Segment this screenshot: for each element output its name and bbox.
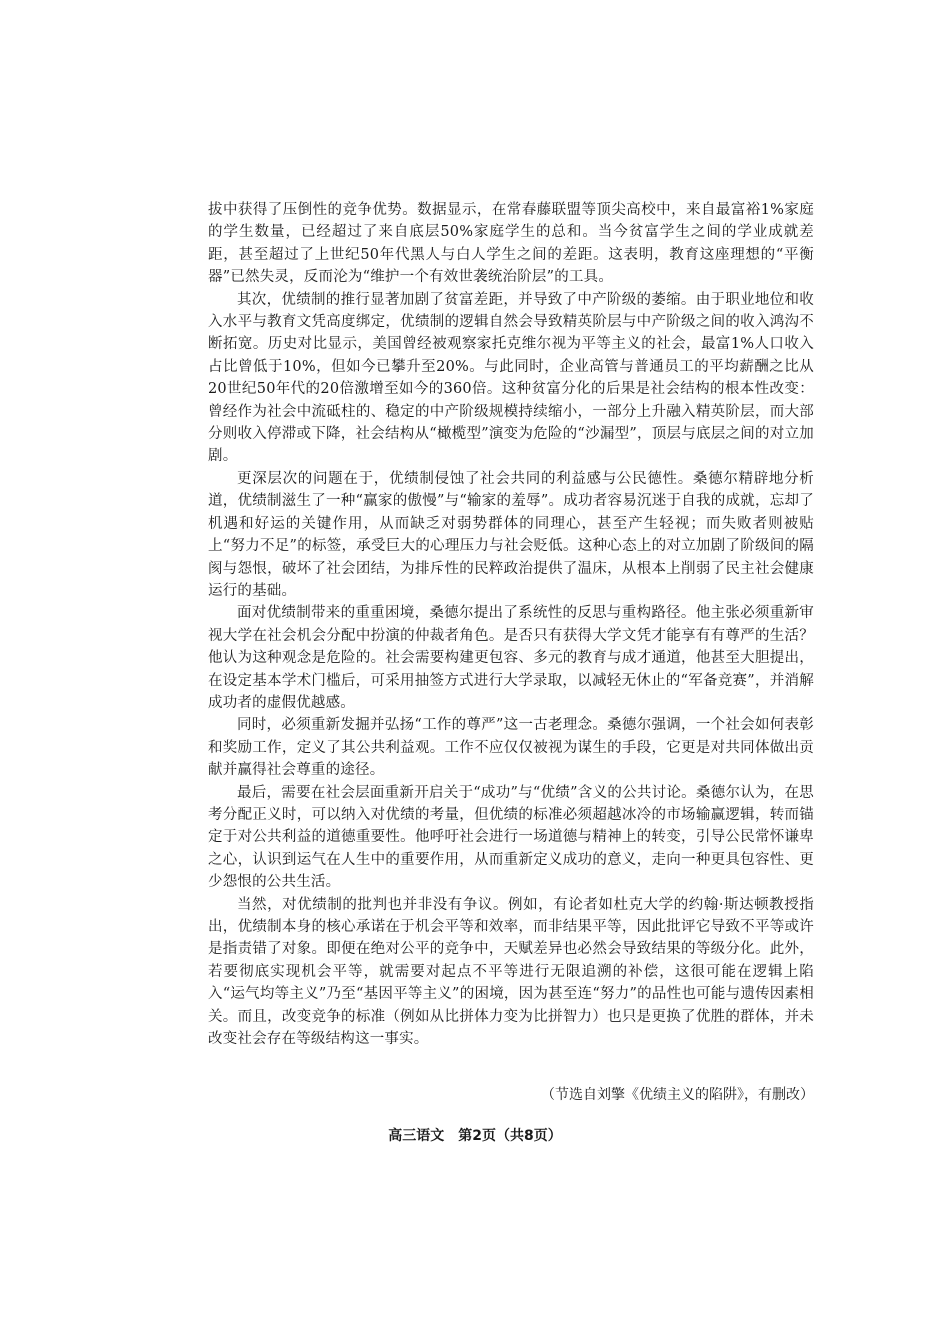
paragraph-1: 拔中获得了压倒性的竞争优势。数据显示，在常春藤联盟等顶尖高校中，来自最富裕1%家庭的学生数量，已经超过了来自底层50%家庭学生的总和。当今贫富学生之间的学业成就差距，甚至超过了上世纪50年代黑人与白人学生之间的差距。这表明，教育这座理想的“平衡器”已然失灵，反而沦为“维护一个有效世袭统治阶层”的工具。	[208, 202, 814, 286]
paragraph-6: 最后，需要在社会层面重新开启关于“成功”与“优绩”含义的公共讨论。桑德尔认为，在思考分配正义时，可以纳入对优绩的考量，但优绩的标准必须超越冰冷的市场输赢逻辑，转而锚定于对公共利益的道德重要性。他呼吁社会进行一场道德与精神上的转变，引导公民常怀谦卑之心，认识到运气在人生中的重要作用，从而重新定义成功的意义，走向一种更具包容性、更少怨恨的公共生活。	[208, 784, 814, 891]
paragraph-7: 当然，对优绩制的批判也并非没有争议。例如，有论者如杜克大学的约翰·斯达顿教授指出，优绩制本身的核心承诺在于机会平等和效率，而非结果平等，因此批评它导致不平等或许是指责错了对象。即便在绝对公平的竞争中，天赋差异也必然会导致结果的等级分化。此外，若要彻底实现机会平等，就需要对起点不平等进行无限追溯的补偿，这很可能在逻辑上陷入“运气均等主义”乃至“基因平等主义”的困境，因为甚至连“努力”的品性也可能与遗传因素相关。而且，改变竞争的标准（例如从比拼体力变为比拼智力）也只是更换了优胜的群体，并未改变社会存在等级结构这一事实。	[208, 896, 814, 1048]
source-citation: （节选自刘擎《优绩主义的陷阱》，有删改）	[541, 1087, 814, 1103]
article-body	[208, 199, 814, 1050]
paragraph-5: 同时，必须重新发掘并弘扬“工作的尊严”这一古老理念。桑德尔强调，一个社会如何表彰和奖励工作，定义了其公共利益观。工作不应仅仅被视为谋生的手段，它更是对共同体做出贡献并赢得社会尊重的途径。	[208, 717, 814, 779]
page-footer: 高三语文 第2页（共8页）	[388, 1128, 562, 1144]
paragraph-2: 其次，优绩制的推行显著加剧了贫富差距，并导致了中产阶级的萎缩。由于职业地位和收入水平与教育文凭高度绑定，优绩制的逻辑自然会导致精英阶层与中产阶级之间的收入鸿沟不断拓宽。历史对比显示，美国曾经被观察家托克维尔视为平等主义的社会，最富1%人口收入占比曾低于10%，但如今已攀升至20%。与此同时，企业高管与普通员工的平均薪酬之比从20世纪50年代的20倍激增至如今的360倍。这种贫富分化的后果是社会结构的根本性改变：曾经作为社会中流砥柱的、稳定的中产阶级规模持续缩小，一部分上升融入精英阶层，而大部分则收入停滞或下降，社会结构从“橄榄型”演变为危险的“沙漏型”，顶层与底层之间的对立加剧。	[208, 291, 814, 465]
paragraph-4: 面对优绩制带来的重重困境，桑德尔提出了系统性的反思与重构路径。他主张必须重新审视大学在社会机会分配中扮演的仲裁者角色。是否只有获得大学文凭才能享有有尊严的生活？他认为这种观念是危险的。社会需要构建更包容、多元的教育与成才通道，他甚至大胆提出，在设定基本学术门槛后，可采用抽签方式进行大学录取，以减轻无休止的“军备竞赛”，并消解成功者的虚假优越感。	[208, 605, 814, 711]
paragraph-3: 更深层次的问题在于，优绩制侵蚀了社会共同的利益感与公民德性。桑德尔精辟地分析道，优绩制滋生了一种“赢家的傲慢”与“输家的羞辱”。成功者容易沉迷于自我的成就，忘却了机遇和好运的关键作用，从而缺乏对弱势群体的同理心，甚至产生轻视；而失败者则被贴上“努力不足”的标签，承受巨大的心理压力与社会贬低。这种心态上的对立加剧了阶级间的隔阂与怨恨，破坏了社会团结，为排斥性的民粹政治提供了温床，从根本上削弱了民主社会健康运行的基础。	[208, 470, 814, 599]
